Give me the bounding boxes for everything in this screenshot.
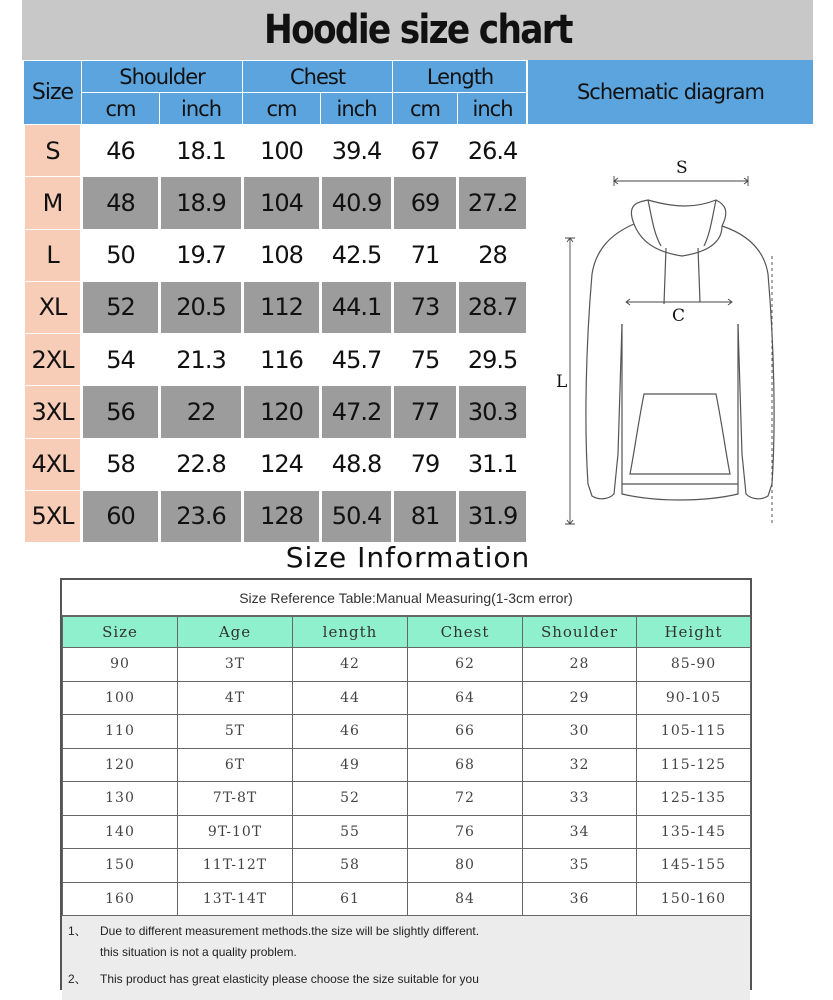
measurement-cell: 77 [393, 386, 458, 438]
reference-cell: 150 [63, 849, 178, 883]
reference-cell: 3T [178, 648, 293, 682]
measurement-cell: 124 [243, 438, 321, 490]
size-label-cell: S [24, 125, 82, 177]
hoodie-schematic-diagram [526, 124, 813, 544]
reference-row [63, 715, 751, 749]
reference-cell: 13T-14T [178, 882, 293, 916]
reference-cell: 85-90 [637, 648, 751, 682]
note-2-number: 2、 [68, 972, 87, 986]
measurement-cell: 52 [82, 281, 160, 333]
size-label-cell: 3XL [24, 386, 82, 438]
header-unit-cm: cm [243, 93, 321, 125]
measurement-cell: 22 [160, 386, 243, 438]
measurement-cell: 39.4 [321, 125, 393, 177]
measurement-cell: 26.4 [458, 125, 528, 177]
reference-cell: 58 [293, 849, 408, 883]
measurement-cell: 21.3 [160, 334, 243, 386]
measurement-cell: 30.3 [458, 386, 528, 438]
reference-cell: 66 [408, 715, 523, 749]
size-reference-caption: Size Reference Table:Manual Measuring(1-3cm error) [62, 580, 750, 616]
reference-cell: 110 [63, 715, 178, 749]
measurement-cell: 54 [82, 334, 160, 386]
reference-cell: 135-145 [637, 815, 751, 849]
reference-cell: 6T [178, 748, 293, 782]
reference-cell: 49 [293, 748, 408, 782]
measurement-cell: 44.1 [321, 281, 393, 333]
note-1-line-2 [68, 945, 297, 959]
size-row [24, 334, 528, 386]
measurement-cell: 73 [393, 281, 458, 333]
reference-cell: 5T [178, 715, 293, 749]
schematic-diagram-label: Schematic diagram [576, 80, 765, 104]
reference-cell: 34 [523, 815, 637, 849]
measurement-cell: 56 [82, 386, 160, 438]
reference-row [63, 748, 751, 782]
size-label-cell: M [24, 177, 82, 229]
size-label-cell: 2XL [24, 334, 82, 386]
size-reference-panel [60, 578, 752, 990]
reference-cell: 29 [523, 681, 637, 715]
reference-cell: 125-135 [637, 782, 751, 816]
measurement-cell: 48 [82, 177, 160, 229]
header-length: Length [393, 61, 528, 93]
ref-header-size: Size [63, 617, 178, 648]
reference-cell: 68 [408, 748, 523, 782]
size-information-title: Size Information [285, 541, 531, 574]
measurement-cell: 20.5 [160, 281, 243, 333]
measurement-cell: 116 [243, 334, 321, 386]
measurement-cell: 67 [393, 125, 458, 177]
reference-cell: 130 [63, 782, 178, 816]
reference-cell: 115-125 [637, 748, 751, 782]
measurement-cell: 31.1 [458, 438, 528, 490]
reference-row [63, 782, 751, 816]
reference-row [63, 849, 751, 883]
measurement-cell: 100 [243, 125, 321, 177]
reference-cell: 64 [408, 681, 523, 715]
measurement-cell: 23.6 [160, 490, 243, 542]
reference-cell: 35 [523, 849, 637, 883]
note-2-line-1 [68, 970, 479, 987]
size-row [24, 386, 528, 438]
size-row [24, 229, 528, 281]
measurement-cell: 48.8 [321, 438, 393, 490]
ref-header-height: Height [637, 617, 751, 648]
reference-cell: 7T-8T [178, 782, 293, 816]
measurement-cell: 81 [393, 490, 458, 542]
header-size: Size [24, 61, 82, 125]
measurement-cell: 60 [82, 490, 160, 542]
measurement-cell: 18.9 [160, 177, 243, 229]
hoodie-size-chart-title: Hoodie size chart [263, 7, 572, 53]
measurement-cell: 71 [393, 229, 458, 281]
reference-cell: 28 [523, 648, 637, 682]
ref-header-age: Age [178, 617, 293, 648]
size-row [24, 125, 528, 177]
reference-cell: 32 [523, 748, 637, 782]
size-label-cell: L [24, 229, 82, 281]
measurement-cell: 28 [458, 229, 528, 281]
reference-row [63, 681, 751, 715]
measurement-cell: 42.5 [321, 229, 393, 281]
measurement-cell: 45.7 [321, 334, 393, 386]
reference-cell: 46 [293, 715, 408, 749]
measurement-cell: 47.2 [321, 386, 393, 438]
size-row [24, 177, 528, 229]
reference-row [63, 648, 751, 682]
reference-row [63, 882, 751, 916]
reference-cell: 100 [63, 681, 178, 715]
note-2-text: This product has great elasticity please choose the size suitable for you [100, 972, 479, 986]
header-chest: Chest [243, 61, 393, 93]
reference-cell: 44 [293, 681, 408, 715]
measurement-cell: 79 [393, 438, 458, 490]
measurement-cell: 40.9 [321, 177, 393, 229]
reference-cell: 72 [408, 782, 523, 816]
size-label-cell: 5XL [24, 490, 82, 542]
measurement-cell: 28.7 [458, 281, 528, 333]
reference-cell: 55 [293, 815, 408, 849]
size-label-cell: 4XL [24, 438, 82, 490]
note-1-line-1 [68, 922, 479, 939]
reference-cell: 105-115 [637, 715, 751, 749]
size-label-cell: XL [24, 281, 82, 333]
ref-header-chest: Chest [408, 617, 523, 648]
note-1-text: Due to different measurement methods.the size will be slightly different. [100, 924, 480, 938]
measurement-cell: 104 [243, 177, 321, 229]
header-unit-cm: cm [82, 93, 160, 125]
ref-header-shoulder: Shoulder [523, 617, 637, 648]
measurement-cell: 75 [393, 334, 458, 386]
measurement-cell: 58 [82, 438, 160, 490]
reference-cell: 11T-12T [178, 849, 293, 883]
measurement-cell: 120 [243, 386, 321, 438]
reference-cell: 42 [293, 648, 408, 682]
diagram-label-length: L [556, 372, 568, 392]
measurement-cell: 46 [82, 125, 160, 177]
header-shoulder: Shoulder [82, 61, 243, 93]
reference-cell: 61 [293, 882, 408, 916]
reference-cell: 30 [523, 715, 637, 749]
diagram-label-shoulder: S [676, 158, 688, 178]
size-reference-table [62, 616, 751, 916]
reference-cell: 84 [408, 882, 523, 916]
hoodie-size-chart-title-bar [22, 0, 813, 60]
reference-cell: 62 [408, 648, 523, 682]
measurement-cell: 112 [243, 281, 321, 333]
header-unit-inch: inch [321, 93, 393, 125]
reference-cell: 4T [178, 681, 293, 715]
reference-cell: 52 [293, 782, 408, 816]
measurement-cell: 50 [82, 229, 160, 281]
reference-row [63, 815, 751, 849]
hoodie-outline-icon [526, 124, 813, 544]
header-unit-inch: inch [160, 93, 243, 125]
diagram-label-chest: C [672, 306, 686, 326]
measurement-cell: 18.1 [160, 125, 243, 177]
schematic-diagram-header [526, 60, 813, 124]
reference-cell: 33 [523, 782, 637, 816]
reference-cell: 90 [63, 648, 178, 682]
measurement-cell: 31.9 [458, 490, 528, 542]
measurement-cell: 128 [243, 490, 321, 542]
measurement-cell: 29.5 [458, 334, 528, 386]
note-1-number: 1、 [68, 924, 87, 938]
measurement-cell: 27.2 [458, 177, 528, 229]
size-notes [62, 916, 750, 1000]
note-1-text-continued: this situation is not a quality problem. [100, 945, 297, 959]
reference-cell: 145-155 [637, 849, 751, 883]
header-unit-cm: cm [393, 93, 458, 125]
measurement-cell: 69 [393, 177, 458, 229]
reference-cell: 9T-10T [178, 815, 293, 849]
reference-cell: 80 [408, 849, 523, 883]
measurement-cell: 50.4 [321, 490, 393, 542]
size-row [24, 490, 528, 542]
reference-cell: 140 [63, 815, 178, 849]
reference-cell: 76 [408, 815, 523, 849]
size-row [24, 438, 528, 490]
hoodie-size-table [22, 60, 529, 543]
reference-cell: 90-105 [637, 681, 751, 715]
measurement-cell: 108 [243, 229, 321, 281]
header-unit-inch: inch [458, 93, 528, 125]
measurement-cell: 19.7 [160, 229, 243, 281]
reference-cell: 150-160 [637, 882, 751, 916]
reference-cell: 160 [63, 882, 178, 916]
size-row [24, 281, 528, 333]
measurement-cell: 22.8 [160, 438, 243, 490]
ref-header-length: length [293, 617, 408, 648]
reference-cell: 120 [63, 748, 178, 782]
reference-cell: 36 [523, 882, 637, 916]
